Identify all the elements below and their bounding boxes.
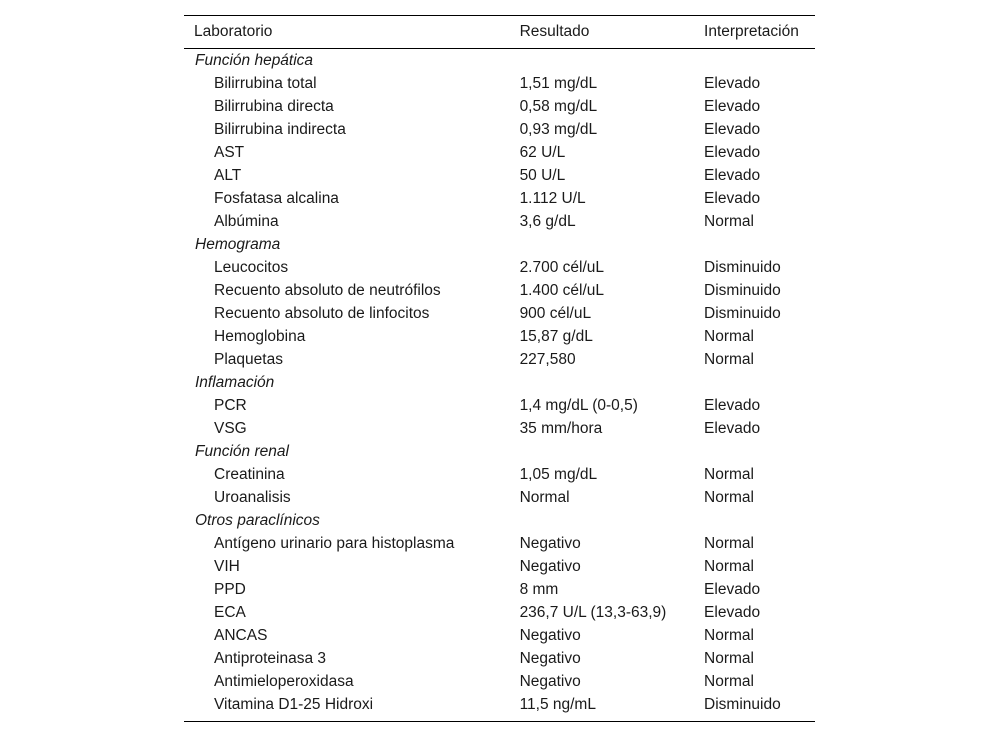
section-title: Hemograma: [195, 235, 281, 253]
interpretation-cell: Elevado: [704, 419, 761, 437]
table-body: [184, 49, 815, 722]
table-row: [184, 325, 815, 348]
table-row: [184, 302, 815, 325]
lab-name-cell: PCR: [214, 396, 247, 414]
result-cell: 15,87 g/dL: [519, 327, 593, 345]
interpretation-cell: Elevado: [704, 396, 761, 414]
table-row: [184, 463, 815, 486]
header-resultado: Resultado: [519, 23, 590, 40]
interpretation-cell: Normal: [704, 350, 754, 368]
lab-name-cell: AST: [214, 143, 245, 161]
table-row: [184, 601, 815, 624]
interpretation-cell: Elevado: [704, 97, 761, 115]
interpretation-cell: Elevado: [704, 580, 761, 598]
lab-name-cell: Leucocitos: [214, 258, 289, 276]
lab-name-cell: Uroanalisis: [214, 488, 291, 506]
lab-name-cell: ALT: [214, 166, 242, 184]
result-cell: 900 cél/uL: [519, 304, 592, 322]
result-cell: Negativo: [519, 557, 581, 575]
lab-name-cell: Plaquetas: [214, 350, 283, 368]
lab-name-cell: PPD: [214, 580, 246, 598]
lab-results-table-container: [184, 15, 815, 722]
result-cell: 2.700 cél/uL: [519, 258, 605, 276]
result-cell: 236,7 U/L (13,3-63,9): [519, 603, 667, 621]
interpretation-cell: Elevado: [704, 603, 761, 621]
result-cell: Negativo: [519, 672, 581, 690]
interpretation-cell: Elevado: [704, 74, 761, 92]
interpretation-cell: Disminuido: [704, 304, 781, 322]
table-row: [184, 95, 815, 118]
result-cell: 1.400 cél/uL: [519, 281, 605, 299]
result-cell: 35 mm/hora: [519, 419, 603, 437]
lab-name-cell: Recuento absoluto de neutrófilos: [214, 281, 441, 299]
table-row: [184, 417, 815, 440]
result-cell: 50 U/L: [519, 166, 566, 184]
table-row: [184, 555, 815, 578]
interpretation-cell: Disminuido: [704, 695, 781, 713]
table-row: [184, 647, 815, 670]
lab-name-cell: Creatinina: [214, 465, 285, 483]
interpretation-cell: Normal: [704, 534, 754, 552]
result-cell: Negativo: [519, 534, 581, 552]
section-row: [184, 233, 815, 256]
lab-name-cell: Vitamina D1-25 Hidroxi: [214, 695, 374, 713]
result-cell: 8 mm: [519, 580, 559, 598]
interpretation-cell: Normal: [704, 212, 754, 230]
table-row: [184, 210, 815, 233]
table-row: [184, 693, 815, 722]
lab-name-cell: Bilirrubina indirecta: [214, 120, 346, 138]
lab-name-cell: Antimieloperoxidasa: [214, 672, 354, 690]
interpretation-cell: Disminuido: [704, 258, 781, 276]
result-cell: Normal: [519, 488, 570, 506]
interpretation-cell: Normal: [704, 465, 754, 483]
table-row: [184, 624, 815, 647]
section-title: Otros paraclínicos: [195, 511, 320, 529]
lab-name-cell: VIH: [214, 557, 240, 575]
result-cell: 1,51 mg/dL: [519, 74, 598, 92]
result-cell: 227,580: [519, 350, 576, 368]
table-row: [184, 164, 815, 187]
lab-name-cell: Antígeno urinario para histoplasma: [214, 534, 455, 552]
table-row: [184, 670, 815, 693]
section-title: Inflamación: [195, 373, 275, 391]
lab-name-cell: ECA: [214, 603, 246, 621]
table-row: [184, 256, 815, 279]
interpretation-cell: Elevado: [704, 143, 761, 161]
table-header: [184, 16, 815, 49]
lab-name-cell: Recuento absoluto de linfocitos: [214, 304, 430, 322]
header-row: [184, 16, 815, 49]
interpretation-cell: Normal: [704, 557, 754, 575]
section-row: [184, 440, 815, 463]
section-title: Función renal: [195, 442, 289, 460]
lab-name-cell: VSG: [214, 419, 247, 437]
result-cell: Negativo: [519, 649, 581, 667]
table-row: [184, 348, 815, 371]
interpretation-cell: Normal: [704, 672, 754, 690]
lab-name-cell: Antiproteinasa 3: [214, 649, 327, 667]
header-interpretacion: Interpretación: [704, 23, 799, 40]
result-cell: 1,4 mg/dL (0-0,5): [519, 396, 638, 414]
interpretation-cell: Disminuido: [704, 281, 781, 299]
result-cell: 62 U/L: [519, 143, 566, 161]
table-row: [184, 72, 815, 95]
lab-name-cell: Hemoglobina: [214, 327, 306, 345]
lab-name-cell: ANCAS: [214, 626, 268, 644]
result-cell: 0,58 mg/dL: [519, 97, 598, 115]
interpretation-cell: Normal: [704, 327, 754, 345]
section-title: Función hepática: [195, 51, 314, 69]
interpretation-cell: Normal: [704, 649, 754, 667]
interpretation-cell: Elevado: [704, 120, 761, 138]
section-row: [184, 49, 815, 73]
table-row: [184, 394, 815, 417]
table-row: [184, 532, 815, 555]
lab-name-cell: Albúmina: [214, 212, 279, 230]
header-laboratorio: Laboratorio: [194, 23, 273, 40]
table-row: [184, 118, 815, 141]
result-cell: 0,93 mg/dL: [519, 120, 598, 138]
lab-results-table: [184, 15, 815, 722]
section-row: [184, 371, 815, 394]
lab-name-cell: Bilirrubina directa: [214, 97, 334, 115]
table-row: [184, 578, 815, 601]
result-cell: Negativo: [519, 626, 581, 644]
lab-name-cell: Bilirrubina total: [214, 74, 317, 92]
result-cell: 11,5 ng/mL: [519, 695, 596, 713]
result-cell: 1,05 mg/dL: [519, 465, 598, 483]
interpretation-cell: Elevado: [704, 189, 761, 207]
result-cell: 3,6 g/dL: [519, 212, 576, 230]
table-row: [184, 141, 815, 164]
interpretation-cell: Normal: [704, 488, 754, 506]
table-row: [184, 486, 815, 509]
table-row: [184, 279, 815, 302]
interpretation-cell: Elevado: [704, 166, 761, 184]
section-row: [184, 509, 815, 532]
result-cell: 1.112 U/L: [519, 189, 586, 207]
lab-name-cell: Fosfatasa alcalina: [214, 189, 339, 207]
table-row: [184, 187, 815, 210]
interpretation-cell: Normal: [704, 626, 754, 644]
